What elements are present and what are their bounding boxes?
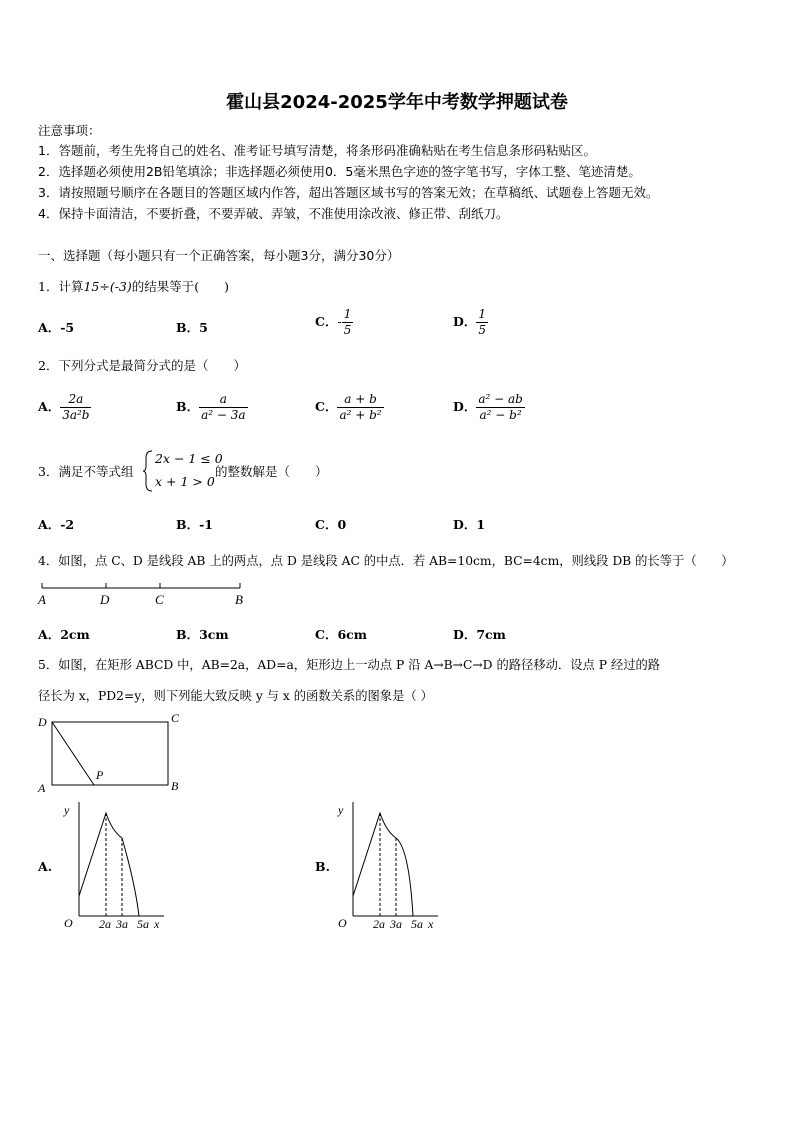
q1-prefix: 1．计算: [38, 279, 84, 294]
q1-c-denominator: 5: [343, 323, 352, 337]
notice-item-1: 1．答题前，考生先将自己的姓名、准考证号填写清楚，将条形码准确粘贴在考生信息条形码粘贴区。: [38, 143, 596, 158]
curve-b: [353, 813, 413, 916]
q3-inequality-1: 2x − 1 ≤ 0: [155, 451, 223, 466]
q1-option-c-label: C．: [315, 314, 338, 329]
x-axis-label: x: [428, 917, 434, 931]
question-5-line-2: 径长为 x，PD2=y，则下列能大致反映 y 与 x 的函数关系的图象是（ ）: [38, 689, 433, 703]
origin-label: O: [338, 916, 347, 930]
q1-expression: 15÷(-3): [83, 279, 132, 294]
q3-brace: [142, 450, 154, 492]
label-c: C: [155, 592, 164, 607]
q2-option-b-label: B．: [176, 399, 200, 414]
q1-suffix: 的结果等于( ): [131, 279, 230, 294]
question-2: 2．下列分式是最简分式的是（ ）: [38, 358, 246, 373]
q2-option-d[interactable]: [453, 392, 525, 423]
q1-option-d-fraction: [476, 307, 488, 338]
rectangle-abcd: [52, 722, 168, 785]
q4-option-a[interactable]: A．2cm: [38, 627, 90, 642]
page-title: 霍山县2024-2025学年中考数学押题试卷: [226, 92, 568, 113]
segment-pd: [52, 722, 94, 785]
q4-option-b[interactable]: B．3cm: [176, 627, 229, 642]
q2-d-denominator: a² − b²: [479, 408, 522, 422]
q2-d-numerator: a² − ab: [478, 392, 523, 406]
q5-rectangle-diagram: [34, 710, 194, 796]
q1-option-c-sign: -: [337, 314, 342, 329]
question-4: 4．如图，点 C、D 是线段 AB 上的两点，点 D 是线段 AC 的中点．若 AB=10cm，BC=4cm，则线段 DB 的长等于（ ）: [38, 554, 734, 568]
q2-option-b-fraction: [199, 392, 247, 423]
q5-graph-b[interactable]: [334, 798, 444, 934]
origin-label: O: [64, 916, 73, 930]
rect-label-b: B: [171, 779, 179, 793]
q1-option-d[interactable]: [453, 307, 488, 338]
notice-heading: 注意事项：: [38, 123, 101, 138]
q2-option-c-fraction: [337, 392, 383, 423]
q3-inequality-2: x + 1 > 0: [155, 474, 215, 489]
section-heading: 一、选择题（每小题只有一个正确答案，每小题3分，满分30分）: [38, 248, 400, 263]
x-axis-label: x: [154, 917, 160, 931]
q2-b-numerator: a: [199, 392, 247, 408]
tick-5a: 5a: [411, 917, 423, 931]
q2-a-denominator: 3a²b: [62, 408, 90, 422]
q1-option-a[interactable]: A．-5: [38, 320, 75, 335]
q3-option-a[interactable]: A．-2: [38, 517, 75, 532]
tick-3a: 3a: [116, 917, 128, 931]
q4-option-c[interactable]: C．6cm: [315, 627, 367, 642]
q1-option-c[interactable]: [315, 307, 353, 338]
label-a: A: [38, 592, 46, 607]
q5-graph-a[interactable]: [60, 798, 170, 934]
rect-label-d: D: [38, 715, 47, 729]
tick-2a: 2a: [373, 917, 385, 931]
q5-option-a-label[interactable]: A.: [38, 859, 53, 874]
q3-option-c[interactable]: C．0: [315, 517, 347, 532]
q1-c-numerator: 1: [343, 307, 352, 321]
q2-a-numerator: 2a: [60, 392, 91, 408]
y-axis-label: y: [64, 803, 70, 817]
q4-segment-diagram: [34, 578, 254, 610]
q2-option-c[interactable]: [315, 392, 384, 423]
notice-item-4: 4．保持卡面清洁，不要折叠，不要弄破、弄皱，不准使用涂改液、修正带、刮纸刀。: [38, 206, 509, 221]
q2-option-b[interactable]: [176, 392, 248, 423]
q3-option-d[interactable]: D．1: [453, 517, 486, 532]
q2-option-a[interactable]: [38, 392, 91, 423]
y-axis-label: y: [338, 803, 344, 817]
q2-c-numerator: a + b: [337, 392, 383, 408]
q2-b-denominator: a² − 3a: [201, 408, 246, 422]
q2-option-a-fraction: [60, 392, 91, 423]
q3-option-b[interactable]: B．-1: [176, 517, 213, 532]
q3-prefix: 3．满足不等式组: [38, 464, 134, 479]
q2-option-c-label: C．: [315, 399, 338, 414]
q4-option-d[interactable]: D．7cm: [453, 627, 506, 642]
q5-option-b-label[interactable]: B.: [315, 859, 330, 874]
q2-option-a-label: A．: [38, 399, 61, 414]
rect-label-a: A: [38, 781, 46, 795]
q1-option-b[interactable]: B．5: [176, 320, 208, 335]
q1-option-c-fraction: [342, 307, 354, 338]
q3-suffix: 的整数解是（ ）: [215, 464, 328, 479]
question-5-line-1: 5．如图，在矩形 ABCD 中，AB=2a，AD=a，矩形边上一动点 P 沿 A→B→C→D 的路径移动．设点 P 经过的路: [38, 658, 661, 672]
label-d: D: [100, 592, 110, 607]
notice-item-3: 3．请按照题号顺序在各题目的答题区域内作答，超出答题区域书写的答案无效；在草稿纸、试题卷上答题无效。: [38, 185, 659, 200]
label-b: B: [235, 592, 243, 607]
curve-a: [79, 813, 139, 916]
q1-option-d-label: D．: [453, 314, 477, 329]
q1-d-denominator: 5: [478, 323, 486, 337]
q2-option-d-fraction: [476, 392, 524, 423]
q1-d-numerator: 1: [478, 307, 486, 321]
rect-label-c: C: [171, 711, 180, 725]
tick-5a: 5a: [137, 917, 149, 931]
notice-item-2: 2．选择题必须使用2B铅笔填涂；非选择题必须使用0．5毫米黑色字迹的签字笔书写，字体工整、笔迹清楚。: [38, 164, 641, 179]
tick-3a: 3a: [390, 917, 402, 931]
question-1: [38, 277, 229, 295]
tick-2a: 2a: [99, 917, 111, 931]
q2-c-denominator: a² + b²: [339, 408, 382, 422]
rect-label-p: P: [96, 768, 104, 782]
q2-option-d-label: D．: [453, 399, 477, 414]
